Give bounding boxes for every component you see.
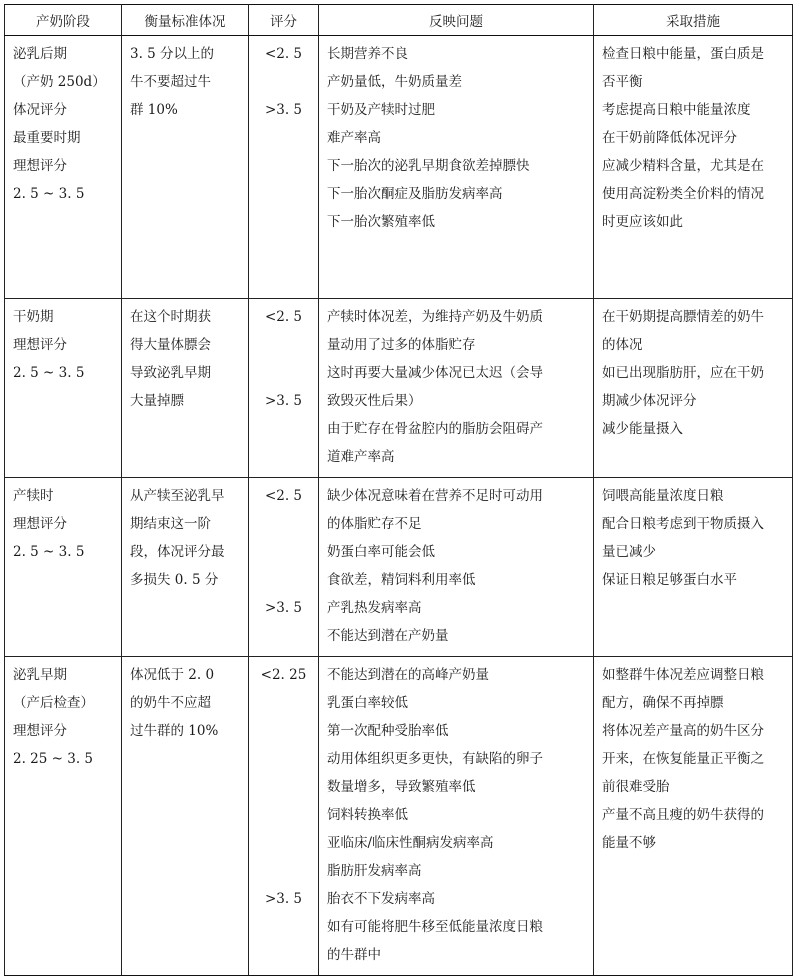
- measures-cell-line: 配方，确保不再掉膘: [602, 695, 724, 711]
- problems-cell-line: 产奶量低，牛奶质量差: [327, 74, 462, 90]
- score-high: >3. 5: [264, 393, 303, 409]
- standard-cell-line: 群 10%: [130, 102, 178, 118]
- table-header-row: [5, 5, 793, 36]
- stage-cell-line: 2. 5 ~ 3. 5: [13, 186, 85, 202]
- problems-cell-line: 缺少体况意味着在营养不足时可动用: [327, 488, 543, 504]
- problems-cell-line: 下一胎次酮症及脂肪发病率高: [327, 186, 503, 202]
- measures-cell-line: 期减少体况评分: [602, 393, 697, 409]
- problems-cell-line: 量动用了过多的体脂贮存: [327, 337, 476, 353]
- problems-cell-line: 难产率高: [327, 130, 381, 146]
- problems-cell-line: 乳蛋白率较低: [327, 695, 408, 711]
- problems-cell-line: 干奶及产犊时过肥: [327, 102, 435, 118]
- table-row: [5, 478, 793, 657]
- header-stage: 产奶阶段: [5, 5, 122, 36]
- stage-cell-line: 产犊时: [13, 488, 54, 504]
- score-cell: [249, 299, 319, 478]
- problems-cell-line: 第一次配种受胎率低: [327, 723, 449, 739]
- problems-cell: [319, 478, 594, 657]
- standard-cell-line: 牛不要超过牛: [130, 74, 211, 90]
- problems-cell: [319, 36, 594, 299]
- score-low: <2. 5: [264, 309, 303, 325]
- problems-cell-line: 饲料转换率低: [327, 807, 408, 823]
- stage-cell-line: 体况评分: [13, 102, 67, 118]
- measures-cell: [594, 657, 793, 976]
- measures-cell-line: 在干奶期提高膘情差的奶牛: [602, 309, 764, 325]
- header-problems: 反映问题: [319, 5, 594, 36]
- problems-cell-line: 由于贮存在骨盆腔内的脂肪会阻碍产: [327, 421, 543, 437]
- problems-cell-line: 下一胎次的泌乳早期食欲差掉膘快: [327, 158, 530, 174]
- stage-cell: [5, 299, 122, 478]
- standard-cell-line: 的奶牛不应超: [130, 695, 211, 711]
- measures-cell-line: 保证日粮足够蛋白水平: [602, 572, 737, 588]
- standard-cell-line: 大量掉膘: [130, 393, 184, 409]
- header-score: 评分: [249, 5, 319, 36]
- standard-cell-line: 期结束这一阶: [130, 516, 211, 532]
- stage-cell-line: 泌乳后期: [13, 46, 67, 62]
- measures-cell-line: 应减少精料含量，尤其是在: [602, 158, 764, 174]
- measures-cell-line: 在干奶前降低体况评分: [602, 130, 737, 146]
- problems-cell-line: 胎衣不下发病率高: [327, 891, 435, 907]
- score-high: >3. 5: [264, 102, 303, 118]
- problems-cell-line: 动用体组织更多更快，有缺陷的卵子: [327, 751, 543, 767]
- score-cell: [249, 657, 319, 976]
- stage-cell-line: 2. 25 ~ 3. 5: [13, 751, 94, 767]
- measures-cell-line: 量已减少: [602, 544, 656, 560]
- header-standard: 衡量标准体况: [122, 5, 249, 36]
- problems-cell-line: 食欲差，精饲料利用率低: [327, 572, 476, 588]
- score-high: >3. 5: [264, 600, 303, 616]
- standard-cell: [122, 478, 249, 657]
- measures-cell-line: 饲喂高能量浓度日粮: [602, 488, 724, 504]
- problems-cell-line: 产乳热发病率高: [327, 600, 422, 616]
- problems-cell-line: 这时再要大量减少体况已太迟（会导: [327, 365, 543, 381]
- stage-cell-line: 干奶期: [13, 309, 54, 325]
- measures-cell-line: 使用高淀粉类全价料的情况: [602, 186, 764, 202]
- measures-cell-line: 前很难受胎: [602, 779, 670, 795]
- standard-cell-line: 过牛群的 10%: [130, 723, 219, 739]
- stage-cell: [5, 657, 122, 976]
- problems-cell-line: 如有可能将肥牛移至低能量浓度日粮: [327, 919, 543, 935]
- stage-cell-line: （产奶 250d）: [13, 74, 106, 90]
- standard-cell-line: 段，体况评分最: [130, 544, 225, 560]
- measures-cell: [594, 478, 793, 657]
- problems-cell-line: 长期营养不良: [327, 46, 408, 62]
- measures-cell-line: 的体况: [602, 337, 643, 353]
- problems-cell-line: 致毁灭性后果）: [327, 393, 422, 409]
- measures-cell-line: 能量不够: [602, 835, 656, 851]
- problems-cell-line: 脂肪肝发病率高: [327, 863, 422, 879]
- problems-cell-line: 道难产率高: [327, 449, 395, 465]
- problems-cell-line: 数量增多，导致繁殖率低: [327, 779, 476, 795]
- measures-cell-line: 如整群牛体况差应调整日粮: [602, 667, 764, 683]
- score-cell: [249, 478, 319, 657]
- problems-cell-line: 亚临床/临床性酮病发病率高: [327, 835, 494, 851]
- score-high: >3. 5: [264, 891, 303, 907]
- stage-cell-line: （产后检查）: [13, 695, 94, 711]
- measures-cell-line: 开来，在恢复能量正平衡之: [602, 751, 764, 767]
- standard-cell: [122, 657, 249, 976]
- problems-cell-line: 奶蛋白率可能会低: [327, 544, 435, 560]
- standard-cell-line: 得大量体膘会: [130, 337, 211, 353]
- measures-cell: [594, 36, 793, 299]
- problems-cell: [319, 299, 594, 478]
- score-low: <2. 5: [264, 488, 303, 504]
- measures-cell-line: 检查日粮中能量，蛋白质是: [602, 46, 764, 62]
- measures-cell-line: 配合日粮考虑到干物质摄入: [602, 516, 764, 532]
- score-cell: [249, 36, 319, 299]
- standard-cell-line: 多损失 0. 5 分: [130, 572, 219, 588]
- stage-cell-line: 2. 5 ~ 3. 5: [13, 544, 85, 560]
- standard-cell: [122, 36, 249, 299]
- stage-cell: [5, 36, 122, 299]
- problems-cell-line: 不能达到潜在的高峰产奶量: [327, 667, 489, 683]
- measures-cell: [594, 299, 793, 478]
- table-row: [5, 657, 793, 976]
- measures-cell-line: 产量不高且瘦的奶牛获得的: [602, 807, 764, 823]
- standard-cell-line: 3. 5 分以上的: [130, 46, 215, 62]
- measures-cell-line: 时更应该如此: [602, 214, 683, 230]
- standard-cell-line: 从产犊至泌乳早: [130, 488, 225, 504]
- standard-cell-line: 导致泌乳早期: [130, 365, 211, 381]
- stage-cell-line: 泌乳早期: [13, 667, 67, 683]
- stage-cell: [5, 478, 122, 657]
- stage-cell-line: 最重要时期: [13, 130, 81, 146]
- stage-cell-line: 2. 5 ~ 3. 5: [13, 365, 85, 381]
- measures-cell-line: 如已出现脂肪肝，应在干奶: [602, 365, 764, 381]
- problems-cell-line: 不能达到潜在产奶量: [327, 628, 449, 644]
- body-condition-table: [4, 4, 793, 976]
- measures-cell-line: 减少能量摄入: [602, 421, 683, 437]
- problems-cell-line: 产犊时体况差，为维持产奶及牛奶质: [327, 309, 543, 325]
- score-low: <2. 5: [264, 46, 303, 62]
- standard-cell-line: 在这个时期获: [130, 309, 211, 325]
- standard-cell: [122, 299, 249, 478]
- score-low: <2. 25: [260, 667, 307, 683]
- measures-cell-line: 将体况差产量高的奶牛区分: [602, 723, 764, 739]
- measures-cell-line: 考虑提高日粮中能量浓度: [602, 102, 751, 118]
- problems-cell: [319, 657, 594, 976]
- problems-cell-line: 下一胎次繁殖率低: [327, 214, 435, 230]
- stage-cell-line: 理想评分: [13, 158, 67, 174]
- header-measures: 采取措施: [594, 5, 793, 36]
- standard-cell-line: 体况低于 2. 0: [130, 667, 215, 683]
- table-row: [5, 299, 793, 478]
- problems-cell-line: 的牛群中: [327, 947, 381, 963]
- stage-cell-line: 理想评分: [13, 723, 67, 739]
- measures-cell-line: 否平衡: [602, 74, 643, 90]
- stage-cell-line: 理想评分: [13, 337, 67, 353]
- table-row: [5, 36, 793, 299]
- stage-cell-line: 理想评分: [13, 516, 67, 532]
- problems-cell-line: 的体脂贮存不足: [327, 516, 422, 532]
